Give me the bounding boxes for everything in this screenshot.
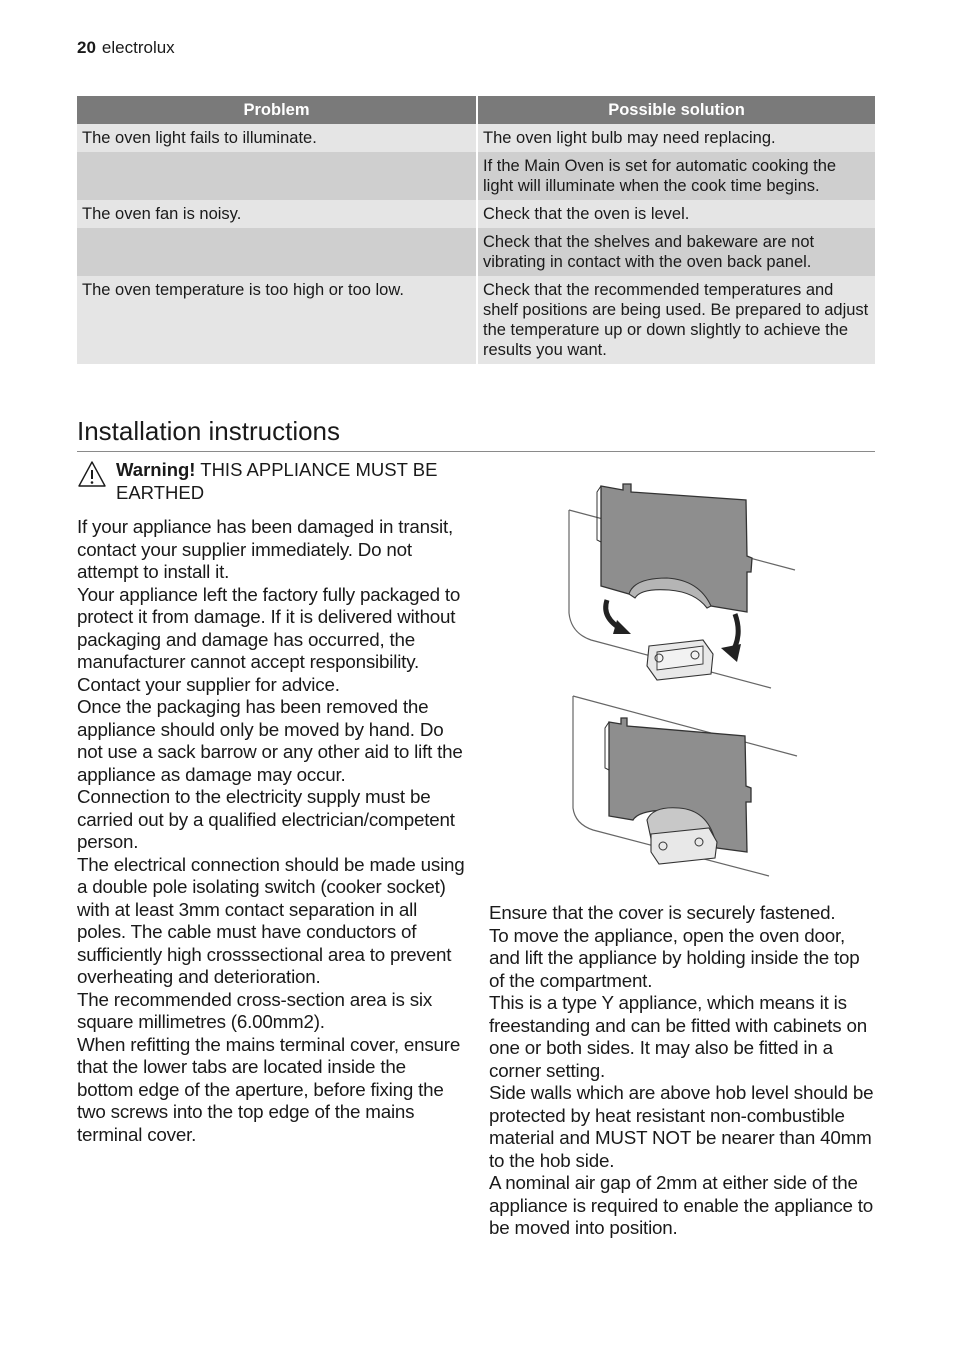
warning-notice (77, 458, 467, 504)
paragraph: Ensure that the cover is securely fastened. (489, 902, 836, 923)
problem-cell (77, 152, 476, 200)
table-row (77, 124, 875, 152)
column-header-solution: Possible solution (476, 96, 875, 124)
solution-cell: If the Main Oven is set for automatic cooking the light will illuminate when the cook time begins. (476, 152, 875, 200)
solution-cell: Check that the recommended temperatures and shelf positions are being used. Be prepared to adjust the temperature up or down slightly to achieve the results you want. (476, 276, 875, 364)
solution-cell: Check that the shelves and bakeware are not vibrating in contact with the oven back panel. (476, 228, 875, 276)
section-title: Installation instructions (77, 416, 875, 452)
page-number: 20 (77, 38, 96, 57)
problem-cell (77, 228, 476, 276)
problem-cell: The oven light fails to illuminate. (77, 124, 476, 152)
warning-label: Warning! (116, 459, 196, 480)
table-row (77, 152, 875, 200)
column-header-problem: Problem (77, 96, 476, 124)
table-row (77, 228, 875, 276)
page-header (77, 38, 175, 58)
paragraph: Side walls which are above hob level should be protected by heat resistant non-combustible material and MUST NOT be nearer than 40mm to the hob side. (489, 1082, 874, 1171)
brand-name: electrolux (101, 38, 175, 57)
terminal-cover-diagram (489, 468, 875, 898)
paragraph: This is a type Y appliance, which means it is freestanding and can be fitted with cabinets on one or both sides. It may also be fitted in a corner setting. (489, 992, 867, 1081)
table-row (77, 200, 875, 228)
table-header-row (77, 96, 875, 124)
paragraph: The electrical connection should be made using a double pole isolating switch (cooker socket) with at least 3mm contact separation in all poles. The cable must have conductors of sufficiently high crosssectional area to prevent overheating and deterioration. (77, 853, 465, 987)
paragraph: If your appliance has been damaged in transit, contact your supplier immediately. Do not attempt to install it. (77, 516, 454, 582)
problem-cell: The oven fan is noisy. (77, 200, 476, 228)
warning-text: THIS APPLIANCE MUST BE EARTHED (116, 459, 438, 503)
paragraph: Your appliance left the factory fully packaged to protect it from damage. If it is delivered without packaging and damage has occurred, the manufacturer cannot accept responsibility. Contact your supplier for advice. (77, 583, 461, 695)
warning-triangle-icon (77, 460, 107, 488)
terminal-cover-illustration (489, 468, 875, 898)
paragraph: Connection to the electricity supply must be carried out by a qualified electrician/competent person. (77, 786, 455, 852)
table-row (77, 276, 875, 364)
paragraph: When refitting the mains terminal cover, ensure that the lower tabs are located inside the bottom edge of the aperture, before fixing the two screws into the top edge of the mains terminal cover. (77, 1033, 461, 1145)
solution-cell: The oven light bulb may need replacing. (476, 124, 875, 152)
right-column-text (489, 902, 877, 1240)
paragraph: To move the appliance, open the oven door, and lift the appliance by holding inside the top of the compartment. (489, 924, 860, 991)
paragraph: The recommended cross-section area is six square millimetres (6.00mm2). (77, 988, 433, 1032)
left-column-text (77, 516, 465, 1146)
paragraph: A nominal air gap of 2mm at either side of the appliance is required to enable the appliance to be moved into position. (489, 1172, 874, 1238)
paragraph: Once the packaging has been removed the appliance should only be moved by hand. Do not use a sack barrow or any other aid to lift the appliance as damage may occur. (77, 696, 463, 785)
problem-cell: The oven temperature is too high or too low. (77, 276, 476, 364)
solution-cell: Check that the oven is level. (476, 200, 875, 228)
troubleshooting-table (77, 96, 875, 364)
